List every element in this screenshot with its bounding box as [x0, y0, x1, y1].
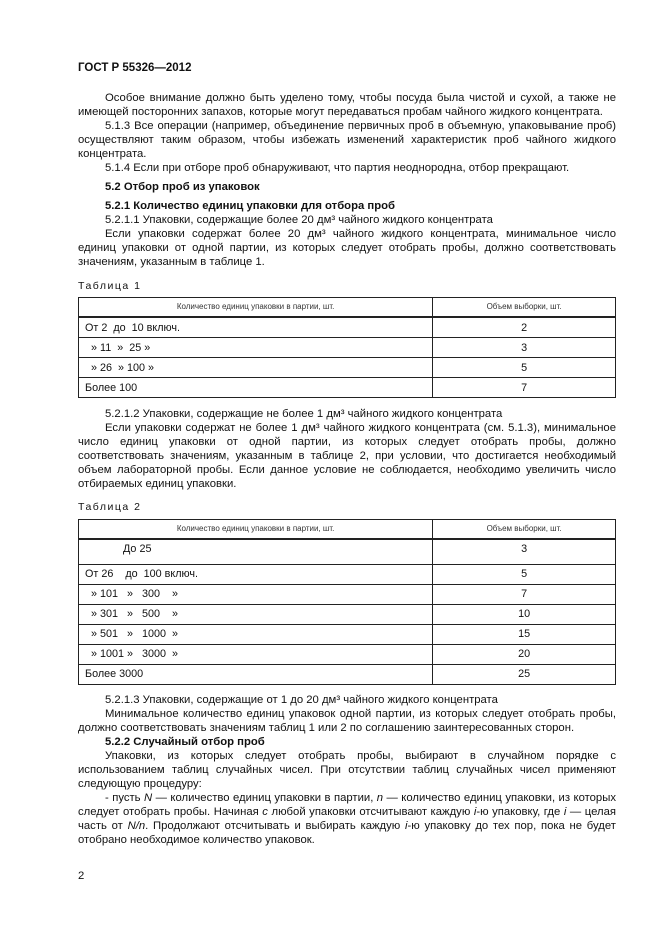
table-row — [79, 644, 616, 664]
text: любой упаковки отсчитывают каждую — [267, 806, 474, 818]
table1-caption: Таблица 1 — [78, 280, 142, 292]
doc-header: ГОСТ Р 55326—2012 — [78, 62, 192, 74]
paragraph-5-2-1-3: 5.2.1.3 Упаковки, содержащие от 1 до 20 дм³ чайного жидкого концентрата — [105, 694, 498, 706]
table1 — [78, 297, 616, 398]
cell: » 1001 » 3000 » — [79, 644, 433, 664]
cell: До 25 — [79, 539, 433, 564]
var: c — [262, 806, 268, 818]
var: i — [404, 820, 408, 832]
table-row — [79, 539, 616, 564]
var: N/n — [127, 820, 146, 832]
heading-5-2-1: 5.2.1 Количество единиц упаковки для отбора проб — [105, 200, 396, 212]
table-row — [79, 584, 616, 604]
var: N — [144, 792, 153, 804]
cell: » 11 » 25 » — [79, 338, 433, 358]
text: -ю упаковку до тех пор, пока не будет отобрано необходимое количество упаковок. — [78, 820, 616, 846]
cell: » 501 » 1000 » — [79, 624, 433, 644]
cell: Более 3000 — [79, 664, 433, 684]
table-row — [79, 338, 616, 358]
cell: 2 — [433, 317, 616, 338]
cell: » 301 » 500 » — [79, 604, 433, 624]
cell: От 26 до 100 включ. — [79, 564, 433, 584]
text: — целая часть от — [78, 806, 616, 832]
table-row — [79, 378, 616, 398]
table2-header-qty: Количество единиц упаковки в партии, шт. — [79, 520, 433, 540]
cell: 20 — [433, 644, 616, 664]
text: — количество единиц упаковки в партии, — [152, 792, 377, 804]
cell: От 2 до 10 включ. — [79, 317, 433, 338]
paragraph-5-2-1-2: 5.2.1.2 Упаковки, содержащие не более 1 дм³ чайного жидкого концентрата — [105, 408, 503, 420]
paragraph: Если упаковки содержат не более 1 дм³ чайного жидкого концентрата (см. 5.1.3), минимальное число единиц упаковки от одной партии, из которых следует отобрать пробы, должно соответствовать значениям, указанным в таблице 2, при условии, что достигается необходимый объем лабораторной пробы. Если данное условие не соблюдается, необходимо увеличить число отбираемых единиц упаковки. — [78, 422, 616, 490]
table2-header-sample: Объем выборки, шт. — [433, 520, 616, 540]
table1-header-qty: Количество единиц упаковки в партии, шт. — [79, 298, 433, 318]
cell: Более 100 — [79, 378, 433, 398]
text: . Продолжают отсчитывать и выбирать каждую — [145, 820, 405, 832]
section-5-2-1-2 — [78, 407, 616, 491]
table2-caption: Таблица 2 — [78, 501, 142, 513]
section-5-1-cont — [78, 91, 616, 175]
var: i — [473, 806, 477, 818]
table-row — [79, 358, 616, 378]
cell: » 26 » 100 » — [79, 358, 433, 378]
cell: » 101 » 300 » — [79, 584, 433, 604]
paragraph-5-2-1-1: 5.2.1.1 Упаковки, содержащие более 20 дм³ чайного жидкого концентрата — [105, 214, 493, 226]
cell: 3 — [433, 338, 616, 358]
paragraph: Если упаковки содержат более 20 дм³ чайного жидкого концентрата, минимальное число единиц упаковки от одной партии, из которых следует отобрать пробы, должно соответствовать значениям, указанным в таблице 1. — [78, 228, 616, 268]
list-item — [78, 791, 616, 847]
table-row — [79, 317, 616, 338]
paragraph-5-1-3: 5.1.3 Все операции (например, объединение первичных проб в объемную, упаковывание проб) осуществляют таким образом, чтобы избежать изменений характеристик проб чайного жидкого концентрата. — [78, 120, 616, 160]
text: — количество единиц упаковки, из которых следует отобрать пробы. Начиная — [78, 792, 616, 818]
paragraph-5-1-4: 5.1.4 Если при отборе проб обнаруживают, что партия неоднородна, отбор прекращают. — [105, 162, 570, 174]
section-5-2 — [78, 180, 616, 269]
cell: 5 — [433, 358, 616, 378]
paragraph: Упаковки, из которых следует отобрать пробы, выбирают в случайном порядке с использованием таблиц случайных чисел. При отсутствии таблиц случайных чисел применяют следующую процедуру: — [78, 750, 616, 790]
section-5-2-1-3 — [78, 693, 616, 847]
heading-5-2-2: 5.2.2 Случайный отбор проб — [105, 736, 265, 748]
var: i — [563, 806, 567, 818]
cell: 7 — [433, 584, 616, 604]
heading-5-2: 5.2 Отбор проб из упаковок — [105, 181, 260, 193]
table-row — [79, 604, 616, 624]
var: n — [376, 792, 384, 804]
cell: 5 — [433, 564, 616, 584]
cell: 3 — [433, 539, 616, 564]
cell: 7 — [433, 378, 616, 398]
cell: 10 — [433, 604, 616, 624]
paragraph: Особое внимание должно быть уделено тому, чтобы посуда была чистой и сухой, а также не имеющей посторонних запахов, которые могут передаваться пробам чайного жидкого концентрата. — [78, 92, 616, 118]
text: -ю упаковку, где — [476, 806, 564, 818]
table2 — [78, 519, 616, 685]
table1-header-sample: Объем выборки, шт. — [433, 298, 616, 318]
table-row — [79, 624, 616, 644]
text: - пусть — [105, 792, 145, 804]
table-row — [79, 664, 616, 684]
cell: 25 — [433, 664, 616, 684]
paragraph: Минимальное количество единиц упаковок одной партии, из которых следует отобрать пробы, должно соответствовать значениям таблиц 1 или 2 по соглашению заинтересованных сторон. — [78, 708, 616, 734]
page-number: 2 — [78, 870, 85, 882]
table-row — [79, 564, 616, 584]
cell: 15 — [433, 624, 616, 644]
